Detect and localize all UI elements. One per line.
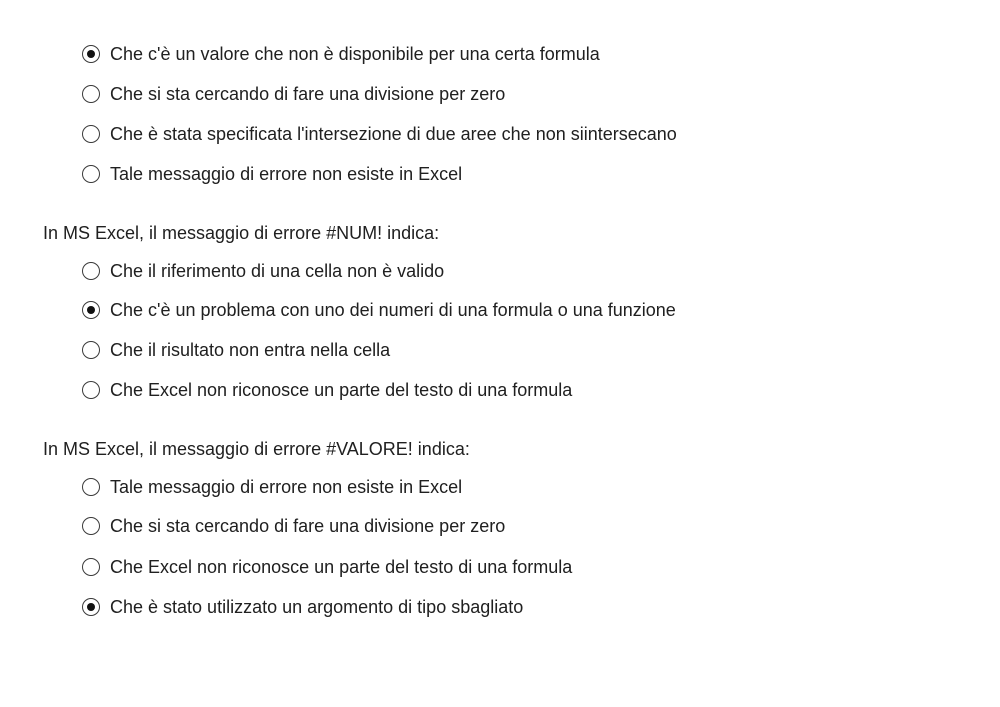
q2-option-2[interactable] [82, 298, 676, 322]
option-label: Che è stata specificata l'intersezione di due aree che non siintersecano [110, 124, 677, 144]
radio-button[interactable] [82, 478, 100, 496]
option-label: Che il riferimento di una cella non è valido [110, 261, 445, 281]
q3-option-2[interactable] [82, 514, 505, 538]
q3-option-3[interactable] [82, 555, 572, 579]
radio-button[interactable] [82, 341, 100, 359]
radio-button[interactable] [82, 558, 100, 576]
radio-button[interactable] [82, 262, 100, 280]
question-text: In MS Excel, il messaggio di errore #NUM! indica: [43, 223, 440, 243]
radio-button[interactable] [82, 381, 100, 399]
radio-button[interactable] [82, 85, 100, 103]
q2-option-3[interactable] [82, 338, 390, 362]
radio-button[interactable] [82, 45, 100, 63]
q2-option-1[interactable] [82, 259, 444, 283]
option-label: Che Excel non riconosce un parte del testo di una formula [110, 557, 573, 577]
question-text: In MS Excel, il messaggio di errore #VALORE! indica: [43, 439, 470, 459]
q1-option-3[interactable] [82, 122, 677, 146]
radio-button[interactable] [82, 598, 100, 616]
radio-button[interactable] [82, 301, 100, 319]
option-label: Che è stato utilizzato un argomento di tipo sbagliato [110, 597, 524, 617]
option-label: Tale messaggio di errore non esiste in Excel [110, 477, 463, 497]
option-label: Che Excel non riconosce un parte del testo di una formula [110, 380, 573, 400]
option-label: Che c'è un valore che non è disponibile per una certa formula [110, 44, 600, 64]
radio-button[interactable] [82, 517, 100, 535]
option-label: Che si sta cercando di fare una divisione per zero [110, 84, 506, 104]
option-label: Che c'è un problema con uno dei numeri di una formula o una funzione [110, 300, 676, 320]
radio-button[interactable] [82, 125, 100, 143]
q3-option-1[interactable] [82, 475, 462, 499]
q1-option-1[interactable] [82, 42, 600, 66]
q2-option-4[interactable] [82, 378, 572, 402]
q1-option-2[interactable] [82, 82, 505, 106]
option-label: Che si sta cercando di fare una divisione per zero [110, 516, 506, 536]
option-label: Tale messaggio di errore non esiste in Excel [110, 164, 463, 184]
radio-button[interactable] [82, 165, 100, 183]
q3-option-4[interactable] [82, 595, 523, 619]
option-label: Che il risultato non entra nella cella [110, 340, 391, 360]
q1-option-4[interactable] [82, 162, 462, 186]
